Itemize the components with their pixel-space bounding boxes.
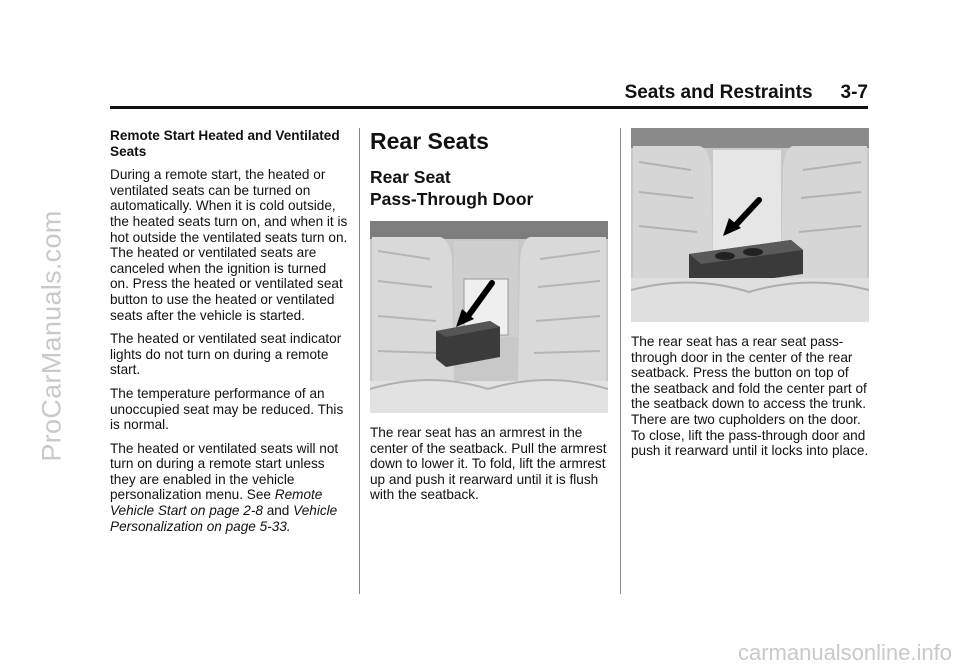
page-number: 3-7 xyxy=(840,82,868,103)
section-heading: Rear Seats xyxy=(370,128,489,154)
column-divider xyxy=(359,128,360,594)
paragraph: The heated or ventilated seat indicator lights do not turn on during a remote start. xyxy=(110,331,342,378)
paragraph-text: The heated or ventilated seats will not turn on during a remote start unless they are enabled in the vehicle personalization menu. See xyxy=(110,440,339,503)
paragraph: During a remote start, the heated or ventilated seats can be turned on automatically. When it is cold outside, the heated seats turn on, and when it is hot outside the ventilated seats turn on. The heated or ventilated seats are canceled when the ignition is turned on. Press the heated or ventilated seat button to use the heated or ventilated seats after the vehicle is started. xyxy=(110,167,348,323)
column-right xyxy=(631,128,869,467)
subsection-heading: Rear Seat Pass-Through Door xyxy=(370,167,534,209)
paragraph xyxy=(110,441,348,535)
section-title: Seats and Restraints xyxy=(624,82,813,103)
column-middle xyxy=(370,128,610,511)
watermark-text: ProCarManuals.com xyxy=(36,210,67,462)
column-left xyxy=(110,128,348,542)
rear-seat-armrest-illustration xyxy=(370,221,608,413)
remote-start-heading: Remote Start Heated and Ventilated Seats xyxy=(110,128,340,159)
header-rule xyxy=(110,106,868,109)
footer-site: carmanualsonline.info xyxy=(737,640,952,665)
page-header xyxy=(625,82,868,104)
column-divider xyxy=(620,128,621,594)
cross-reference-link[interactable]: Remote Vehicle Start on page 2-8 xyxy=(110,487,323,519)
paragraph: The temperature performance of an unoccupied seat may be reduced. This is normal. xyxy=(110,385,344,433)
pass-through-door-illustration xyxy=(631,128,869,322)
conjunction: and xyxy=(266,503,290,519)
paragraph: The rear seat has an armrest in the center of the seatback. Pull the armrest down to lower it. To fold, lift the armrest up and push it rearward until it is flush with the seatback. xyxy=(370,425,607,503)
cross-reference-link[interactable]: Vehicle Personalization on page 5-33. xyxy=(110,503,338,534)
paragraph: The rear seat has a rear seat pass-through door in the center of the rear seatback. Press the button on top of the seatback and fold the center part of the seatback down to access the trunk. There are two cupholders on the door. To close, lift the pass-through door and push it rearward until it locks into place. xyxy=(631,334,869,459)
